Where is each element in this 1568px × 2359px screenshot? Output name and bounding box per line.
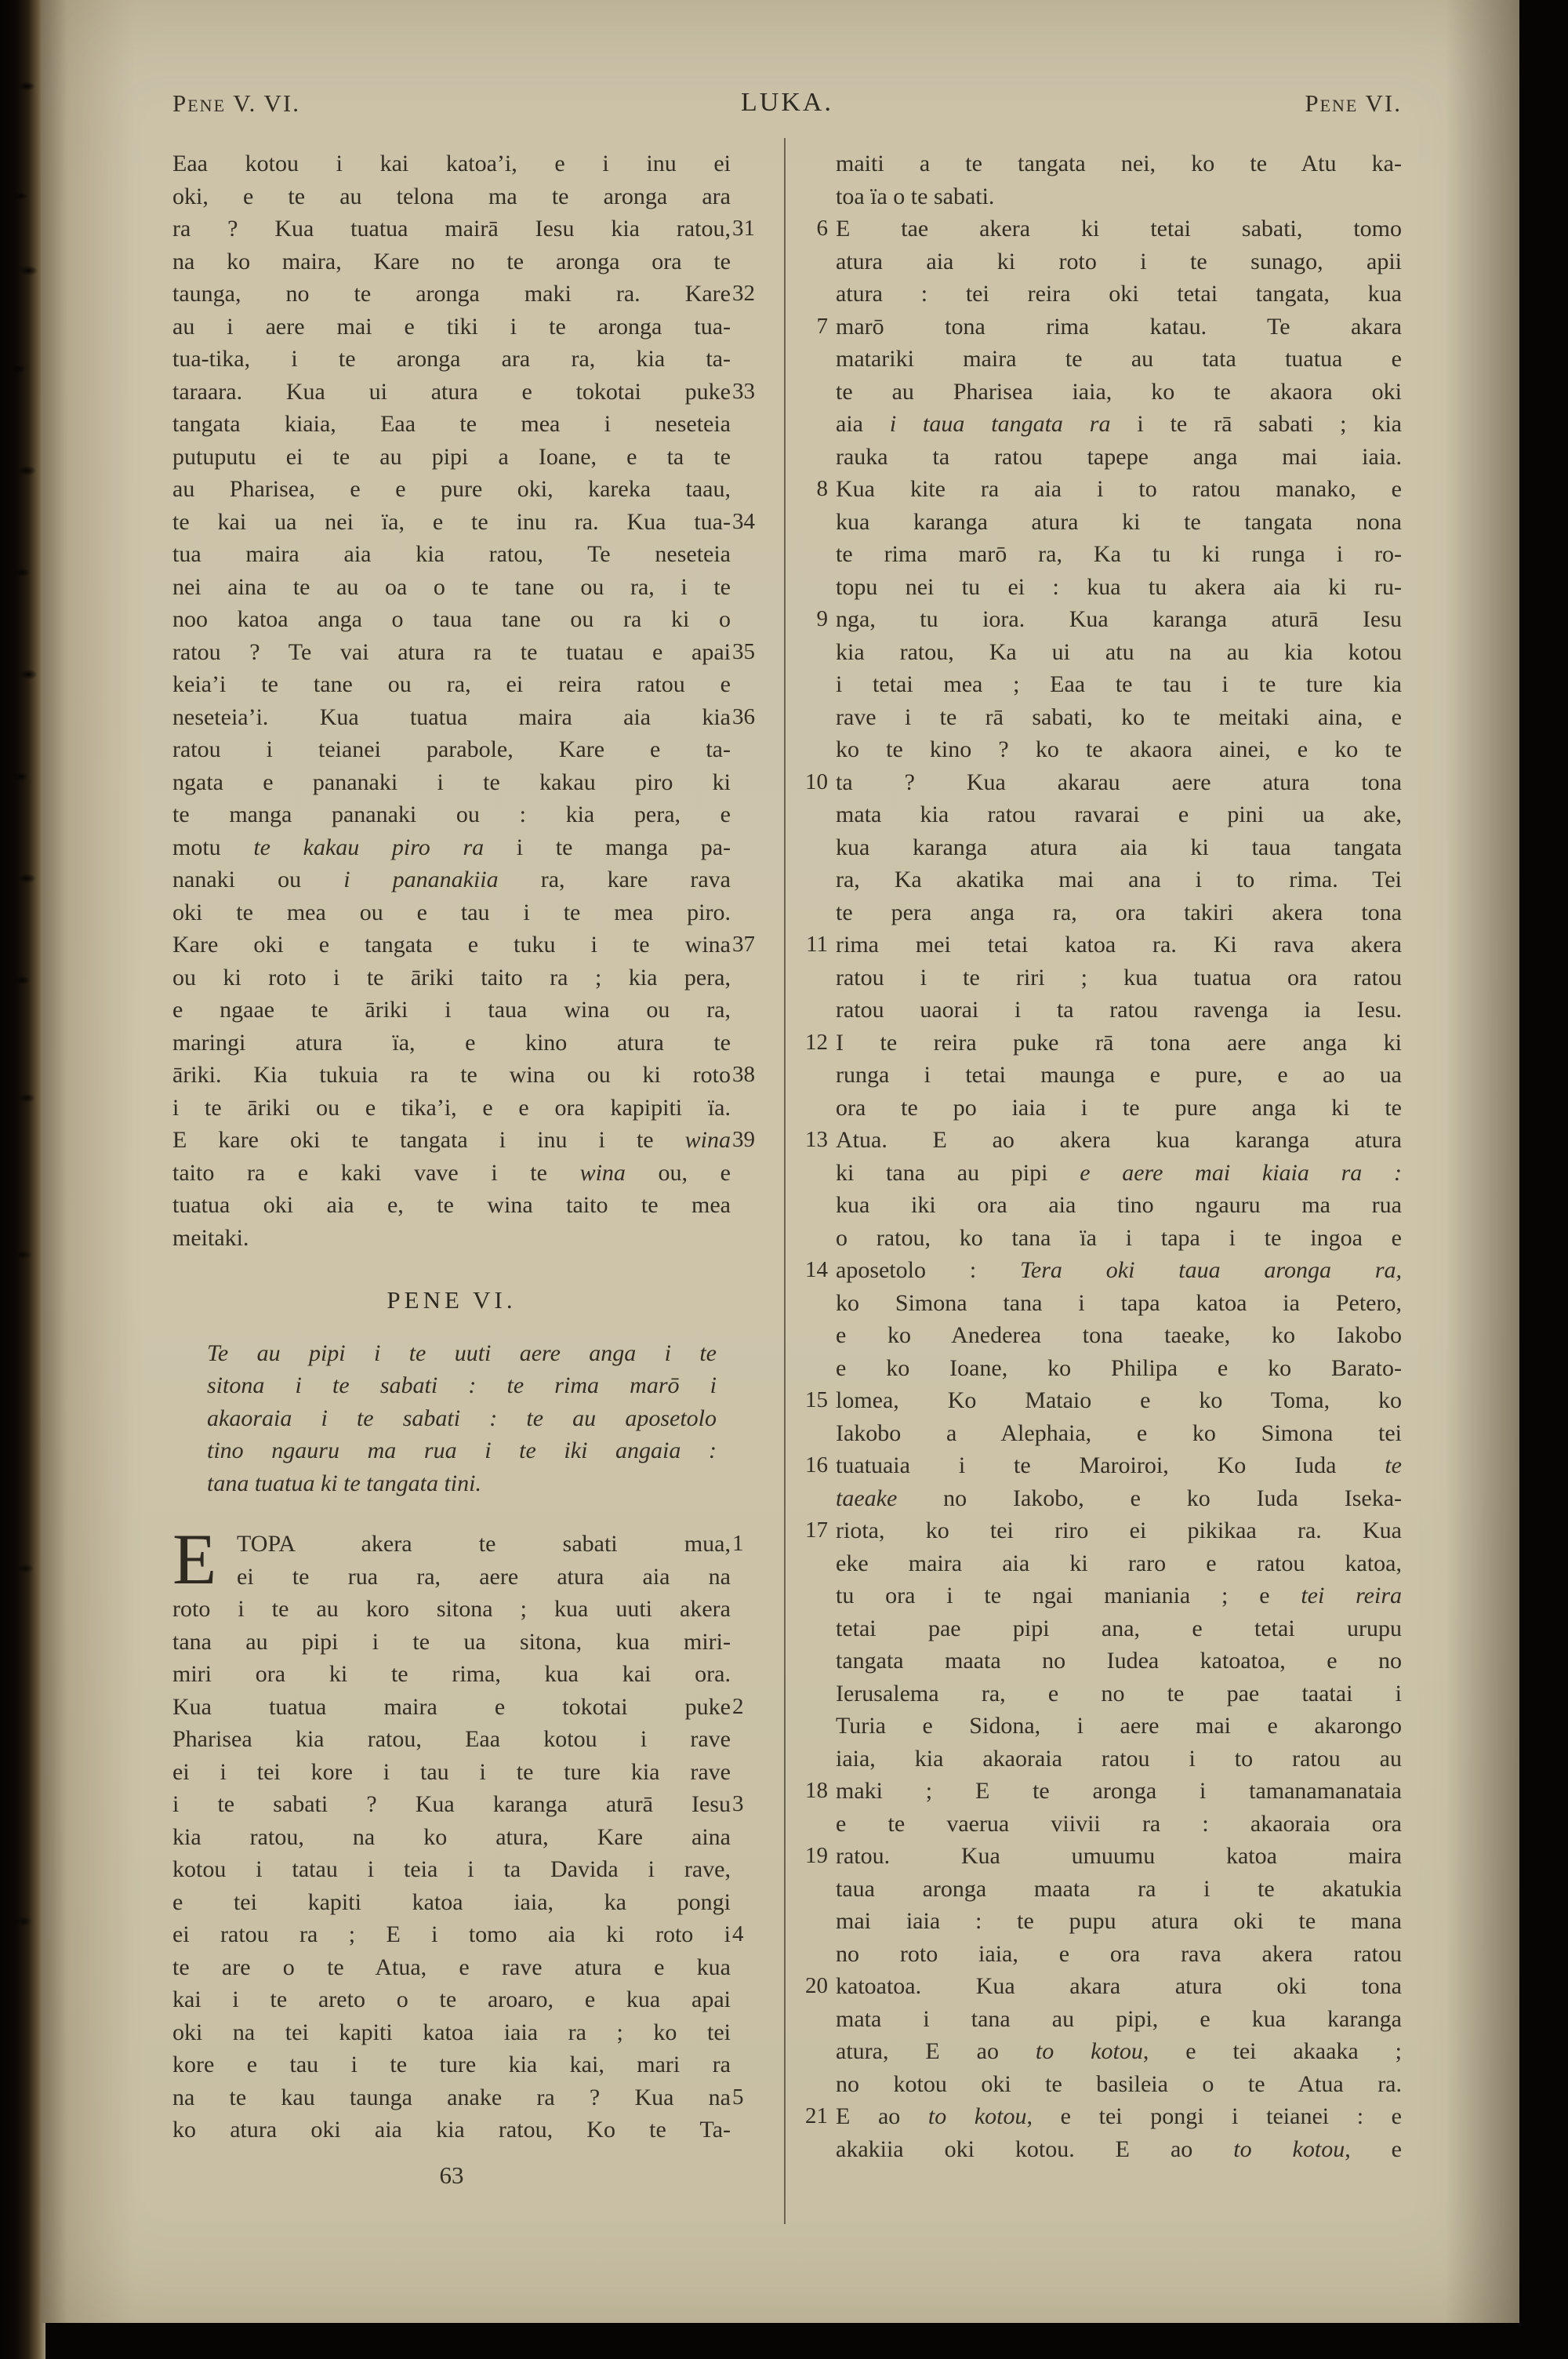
line-text: tino ngauru ma rua i te iki angaia : [207, 1438, 717, 1463]
text-line [805, 1124, 1402, 1157]
left-column-verses [172, 147, 755, 1254]
text-line [172, 1434, 731, 1467]
verse-number: 19 [805, 1843, 828, 1868]
line-text: katoatoa. Kua akara atura oki tona [836, 1973, 1402, 1999]
text-line [172, 343, 731, 376]
text-line [836, 733, 1402, 766]
line-text: runga i tetai maunga e pure, e ao ua [836, 1062, 1402, 1088]
line-text: tetai pae pipi ana, e tetai urupu [836, 1615, 1402, 1641]
text-line [172, 929, 755, 961]
line-text: E kare oki te tangata i inu i te wina [172, 1127, 731, 1153]
line-text: te pera anga ra, ora takiri akera tona [836, 899, 1402, 925]
text-line [172, 1561, 731, 1594]
text-line [836, 668, 1402, 701]
line-text: Kare oki e tangata e tuku i te wina [172, 932, 731, 958]
line-text: taunga, no te aronga maki ra. Kare [172, 281, 731, 307]
verse-number: 2 [732, 1693, 744, 1719]
column-rule [784, 138, 786, 2224]
text-line [836, 278, 1402, 311]
line-text: tangata maata no Iudea katoatoa, e no [836, 1648, 1402, 1674]
line-text: roto i te au koro sitona ; kua uuti akera [172, 1596, 731, 1622]
running-head-title: LUKA. [741, 88, 833, 117]
line-text: matariki maira te au tata tuatua e [836, 346, 1402, 372]
verse-number: 4 [732, 1921, 744, 1946]
running-head-right: Pene VI. [1305, 89, 1402, 117]
chapter-body [172, 1519, 744, 2146]
text-line [172, 961, 731, 994]
text-line [836, 147, 1402, 180]
line-text: rima mei tetai katoa ra. Ki rava akera [836, 932, 1402, 958]
line-text: Te au pipi i te uuti aere anga i te [207, 1339, 717, 1366]
line-text: toa ïa o te sabati. [836, 183, 995, 209]
text-line [836, 2003, 1402, 2036]
line-text: ou ki roto i te āriki taito ra ; kia pera, [172, 964, 731, 990]
text-line [836, 1677, 1402, 1710]
line-text: nanaki ou i pananakiia ra, kare rava [172, 867, 731, 892]
line-text: ratou uaorai i ta ratou ravenga ia Iesu. [836, 997, 1402, 1023]
line-text: ratou ? Te vai atura ra te tuatau e apai [172, 638, 731, 665]
line-text: kua karanga atura aia ki taua tangata [836, 834, 1402, 860]
line-text: mata kia ratou ravarai e pini ua ake, [836, 801, 1402, 827]
line-text: aposetolo : Tera oki taua aronga ra, [836, 1257, 1402, 1283]
text-line [172, 441, 731, 474]
line-text: Kua kite ra aia i to ratou manako, e [836, 476, 1402, 502]
text-line [836, 1612, 1402, 1645]
line-text: taua aronga maata ra i te akatukia [836, 1875, 1402, 1902]
line-text: atura aia ki roto i te sunago, apii [836, 248, 1402, 274]
line-text: taraara. Kua ui atura e tokotai puke [172, 378, 731, 405]
verse-number: 9 [816, 606, 828, 631]
line-text: te manga pananaki ou : kia pera, e [172, 801, 731, 827]
line-text: kotou i tatau i teia i ta Davida i rave, [172, 1856, 731, 1882]
text-line [836, 343, 1402, 376]
text-line [836, 1905, 1402, 1938]
text-line [836, 863, 1402, 896]
verse-number: 8 [816, 476, 828, 501]
line-text: Eaa kotou i kai katoa’i, e i inu ei [172, 151, 731, 176]
line-text: ki tana au pipi e aere mai kiaia ra : [836, 1159, 1402, 1186]
line-text: lomea, Ko Mataio e ko Toma, ko [836, 1387, 1402, 1413]
text-line [172, 1756, 731, 1789]
text-line [172, 1528, 744, 1561]
text-line [836, 506, 1402, 539]
text-line [172, 1092, 731, 1125]
line-text: rave i te rā sabati, ko te meitaki aina, e [836, 703, 1402, 730]
line-text: ei ratou ra ; E i tomo aia ki roto i [172, 1921, 731, 1947]
line-text: e tei kapiti katoa iaia, ka pongi [172, 1888, 731, 1915]
line-text: kua iki ora aia tino ngauru ma rua [836, 1192, 1402, 1218]
line-text: neseteia’i. Kua tuatua maira aia kia [172, 703, 731, 730]
text-line [836, 1157, 1402, 1190]
line-text: i te sabati ? Kua karanga aturā Iesu [172, 1791, 731, 1817]
line-text: Iakobo a Alephaia, e ko Simona tei [836, 1419, 1402, 1446]
line-text: E ao to kotou, e tei pongi i teianei : e [836, 2103, 1403, 2129]
text-line [172, 1821, 731, 1854]
line-text: TOPA akera te sabati mua, [237, 1531, 731, 1557]
line-text: taito ra e kaki vave i te wina ou, e [172, 1159, 731, 1186]
text-line [172, 1983, 731, 2016]
text-line [172, 1124, 755, 1157]
line-text: na te kau taunga anake ra ? Kua na [172, 2084, 731, 2110]
text-line [805, 1254, 1402, 1287]
line-text: taeake no Iakobo, e ko Iuda Iseka- [836, 1485, 1402, 1511]
text-line [172, 473, 731, 506]
text-line [805, 1775, 1402, 1808]
line-text: na ko maira, Kare no te aronga ora te [172, 248, 731, 274]
line-text: kai i te areto o te aroaro, e kua apai [172, 1986, 731, 2012]
text-line [172, 798, 731, 831]
verse-number: 6 [816, 216, 828, 241]
text-line [172, 2114, 731, 2146]
verse-number: 20 [805, 1973, 828, 1998]
line-text: tua maira aia kia ratou, Te neseteia [172, 541, 731, 567]
line-text: ra, Ka akatika mai ana i to rima. Tei [836, 867, 1402, 892]
verse-number: 38 [732, 1062, 755, 1087]
text-line [836, 180, 1402, 213]
text-line [172, 245, 731, 278]
text-line [172, 863, 731, 896]
line-text: eke maira aia ki raro e ratou katoa, [836, 1550, 1402, 1576]
line-text: ratou i te riri ; kua tuatua ora ratou [836, 964, 1402, 990]
binding-edge [0, 0, 45, 2359]
line-text: kia ratou, na ko atura, Kare aina [172, 1823, 731, 1850]
text-line [836, 1482, 1402, 1515]
line-text: Pharisea kia ratou, Eaa kotou i rave [172, 1726, 731, 1752]
line-text: keia’i te tane ou ra, ei reira ratou e [172, 671, 731, 697]
drop-cap: E [172, 1519, 217, 1599]
text-line [172, 1788, 744, 1821]
line-text: o ratou, ko tana ïa i tapa i te ingoa e [836, 1224, 1402, 1251]
text-line [836, 1352, 1402, 1385]
line-text: āriki. Kia tukuia ra te wina ou ki roto [172, 1062, 731, 1088]
text-line [172, 994, 731, 1027]
text-line [805, 1449, 1402, 1482]
text-line [172, 1402, 731, 1435]
verse-number: 34 [732, 508, 755, 534]
text-line [172, 571, 731, 604]
line-text: E tae akera ki tetai sabati, tomo [836, 216, 1402, 242]
line-text: maringi atura ïa, e kino atura te [172, 1029, 731, 1056]
line-text: iaia, kia akaoraia ratou i to ratou au [836, 1745, 1402, 1772]
text-line [836, 538, 1402, 571]
text-line [805, 1384, 1402, 1417]
text-line [836, 2068, 1402, 2101]
line-text: ora te po iaia i te pure anga ki te [836, 1094, 1402, 1121]
line-text: kua karanga atura ki te tangata nona [836, 508, 1402, 535]
text-line [816, 603, 1402, 636]
line-text: tana au pipi i te ua sitona, kua miri- [172, 1628, 731, 1655]
page-paper [41, 0, 1519, 2323]
line-text: ko atura oki aia kia ratou, Ko te Ta- [172, 2117, 731, 2143]
text-line [172, 147, 731, 180]
text-line [836, 2035, 1402, 2068]
text-line [172, 733, 731, 766]
line-text: oki, e te au telona ma te aronga ara [172, 183, 731, 209]
text-line [172, 1658, 731, 1691]
text-line [172, 1853, 731, 1886]
chapter-summary [172, 1337, 731, 1500]
verse-number: 7 [816, 313, 828, 339]
line-text: oki na tei kapiti katoa iaia ra ; ko tei [172, 2019, 731, 2045]
line-text: nei aina te au oa o te tane ou ra, i te [172, 573, 731, 600]
text-line [172, 1222, 731, 1255]
text-line [836, 896, 1402, 929]
text-line [836, 245, 1402, 278]
text-line [836, 1743, 1402, 1776]
text-line [836, 1222, 1402, 1255]
text-line [172, 1886, 731, 1919]
text-line [172, 766, 731, 799]
verse-number: 36 [732, 703, 755, 729]
line-text: mai iaia : te pupu atura oki te mana [836, 1908, 1402, 1934]
verse-number: 15 [805, 1387, 828, 1412]
text-line [816, 473, 1402, 506]
text-line [805, 1970, 1402, 2003]
line-text: tuatuaia i te Maroiroi, Ko Iuda te [836, 1452, 1402, 1478]
line-text: motu te kakau piro ra i te manga pa- [172, 834, 731, 860]
running-head-left: Pene V. VI. [172, 89, 300, 117]
line-text: tuatua oki aia e, te wina taito te mea [172, 1192, 731, 1218]
line-text: ngata e pananaki i te kakau piro ki [172, 769, 731, 795]
text-line [172, 668, 731, 701]
verse-number: 13 [805, 1127, 828, 1152]
line-text: marō tona rima katau. Te akara [836, 313, 1402, 340]
line-text: akaoraia i te sabati : te au aposetolo [207, 1405, 717, 1431]
text-line [172, 1593, 731, 1626]
line-text: ei te rua ra, aere atura aia na [237, 1563, 731, 1590]
text-line [836, 1710, 1402, 1743]
text-line [836, 376, 1402, 409]
text-line [806, 929, 1402, 961]
line-text: atura : tei reira oki tetai tangata, kua [836, 281, 1402, 307]
line-text: rauka ta ratou tapepe anga mai iaia. [836, 443, 1402, 470]
line-text: Atua. E ao akera kua karanga atura [836, 1127, 1402, 1153]
chapter-heading: PENE VI. [387, 1286, 517, 1314]
verse-number: 35 [732, 638, 755, 664]
text-line [836, 994, 1402, 1027]
line-text: putuputu ei te au pipi a Ioane, e ta te [172, 443, 731, 470]
line-text: mata i tana au pipi, e kua karanga [836, 2005, 1402, 2032]
line-text: ta ? Kua akarau aere atura tona [836, 769, 1402, 795]
text-line [172, 408, 731, 441]
running-header [172, 88, 1402, 124]
text-line [172, 1691, 744, 1724]
line-text: kia ratou, Ka ui atu na au kia kotou [836, 638, 1402, 665]
line-text: I te reira puke rā tona aere anga ki [836, 1029, 1402, 1056]
line-text: meitaki. [172, 1224, 249, 1251]
line-text: nga, tu iora. Kua karanga aturā Iesu [836, 606, 1402, 632]
text-line [805, 1840, 1402, 1873]
text-line [836, 2133, 1402, 2166]
text-line [836, 1645, 1402, 1677]
text-line [836, 1938, 1402, 1971]
text-line [172, 1189, 731, 1222]
text-line [172, 2048, 731, 2081]
line-text: kore e tau i te ture kia kai, mari ra [172, 2052, 731, 2077]
line-text: ratou. Kua umuumu katoa maira [836, 1843, 1402, 1869]
text-line [836, 571, 1402, 604]
line-text: e ko Ioane, ko Philipa e ko Barato- [836, 1354, 1402, 1381]
line-text: maki ; E te aronga i tamanamanataia [836, 1778, 1402, 1804]
line-text: akakiia oki kotou. E ao to kotou, e [836, 2135, 1402, 2162]
line-text: no roto iaia, e ora rava akera ratou [836, 1940, 1402, 1967]
text-line [172, 376, 755, 409]
text-line [172, 2016, 731, 2049]
text-line [172, 2081, 744, 2114]
text-line [172, 831, 731, 864]
text-line [836, 1547, 1402, 1580]
text-line [836, 831, 1402, 864]
text-line [172, 1467, 731, 1500]
text-line [172, 1918, 744, 1951]
line-text: Turia e Sidona, i aere mai e akarongo [836, 1713, 1402, 1739]
line-text: Ierusalema ra, e no te pae taatai i [836, 1680, 1402, 1707]
verse-number: 17 [805, 1518, 828, 1543]
verse-number: 37 [732, 932, 755, 957]
line-text: e ko Anederea tona taeake, ko Iakobo [836, 1322, 1402, 1348]
text-line [172, 636, 755, 669]
text-line [836, 701, 1402, 734]
line-text: Kua tuatua maira e tokotai puke [172, 1693, 731, 1720]
text-line [172, 278, 755, 311]
line-text: oki te mea ou e tau i te mea piro. [172, 899, 731, 925]
verse-number: 18 [805, 1778, 828, 1803]
line-text: te kai ua nei ïa, e te inu ra. Kua tua- [172, 508, 731, 535]
text-line [172, 1951, 731, 1984]
text-line [836, 1287, 1402, 1320]
line-text: topu nei tu ei : kua tu akera aia ki ru- [836, 573, 1402, 600]
line-text: miri ora ki te rima, kua kai ora. [172, 1661, 731, 1687]
line-text: ko te kino ? ko te akaora ainei, e ko te [836, 736, 1402, 762]
text-line [836, 408, 1402, 441]
text-line [836, 1579, 1402, 1612]
verse-number: 10 [805, 769, 828, 794]
line-text: sitona i te sabati : te rima marō i [207, 1372, 717, 1398]
line-text: au i aere mai e tiki i te aronga tua- [172, 313, 731, 340]
verse-number: 31 [732, 216, 755, 241]
verse-number: 5 [732, 2084, 744, 2110]
line-text: tu ora i te ngai maniania ; e tei reira [836, 1583, 1402, 1608]
right-column [805, 147, 1403, 2165]
text-line [816, 213, 1402, 245]
line-text: te are o te Atua, e rave atura e kua [172, 1954, 731, 1980]
line-text: ratou i teianei parabole, Kare e ta- [172, 736, 731, 762]
left-column [172, 147, 755, 2146]
text-line [172, 538, 731, 571]
text-line [172, 311, 731, 343]
line-text: au Pharisea, e e pure oki, kareka taau, [172, 476, 731, 502]
text-line [172, 1369, 731, 1402]
text-line [836, 1873, 1402, 1906]
text-line [836, 1189, 1402, 1222]
verse-number: 14 [805, 1257, 828, 1282]
line-text: i tetai mea ; Eaa te tau i te ture kia [836, 671, 1402, 697]
verse-number: 21 [805, 2103, 828, 2128]
line-text: e te vaerua viivii ra : akaoraia ora [836, 1810, 1402, 1837]
text-line [172, 1723, 731, 1756]
line-text: te rima marō ra, Ka tu ki runga i ro- [836, 541, 1402, 567]
text-line [172, 213, 755, 245]
text-line [172, 701, 755, 734]
verse-number: 16 [805, 1452, 828, 1478]
verse-number: 32 [732, 281, 755, 306]
text-line [836, 1417, 1402, 1450]
line-text: ra ? Kua tuatua mairā Iesu kia ratou, [172, 216, 731, 242]
text-line [805, 766, 1402, 799]
text-line [172, 896, 731, 929]
text-line [172, 506, 755, 539]
verse-number: 3 [732, 1791, 744, 1816]
line-text: te au Pharisea iaia, ko te akaora oki [836, 378, 1402, 405]
line-text: tua-tika, i te aronga ara ra, kia ta- [172, 346, 731, 372]
text-line [836, 1808, 1402, 1841]
text-line [836, 441, 1402, 474]
text-line [836, 1319, 1402, 1352]
page-number: 63 [439, 2161, 464, 2189]
line-text: riota, ko tei riro ei pikikaa ra. Kua [836, 1518, 1402, 1543]
line-text: maiti a te tangata nei, ko te Atu ka- [836, 151, 1402, 176]
text-line [836, 798, 1402, 831]
line-text: ei i tei kore i tau i te ture kia rave [172, 1758, 731, 1785]
text-line [816, 311, 1402, 343]
text-line [836, 636, 1402, 669]
line-text: e ngaae te āriki i taua wina ou ra, [172, 997, 731, 1023]
text-line [805, 1514, 1402, 1547]
verse-number: 1 [732, 1531, 744, 1556]
line-text: aia i taua tangata ra i te rā sabati ; kia [836, 411, 1402, 437]
line-text: tana tuatua ki te tangata tini. [207, 1470, 481, 1496]
text-line [172, 1337, 731, 1370]
text-line [172, 180, 731, 213]
line-text: atura, E ao to kotou, e tei akaaka ; [836, 2038, 1402, 2064]
line-text: tangata kiaia, Eaa te mea i neseteia [172, 411, 731, 437]
line-text: no kotou oki te basileia o te Atua ra. [836, 2070, 1402, 2097]
text-line [805, 2100, 1403, 2133]
text-line [172, 1157, 731, 1190]
line-text: noo katoa anga o taua tane ou ra ki o [172, 606, 731, 632]
text-line [836, 961, 1402, 994]
text-line [805, 1027, 1402, 1060]
line-text: i te āriki ou e tika’i, e e ora kapipiti ïa. [172, 1094, 731, 1121]
verse-number: 11 [806, 932, 828, 957]
verse-number: 33 [732, 378, 755, 404]
text-line [172, 1626, 731, 1659]
text-line [836, 1092, 1402, 1125]
line-text: ko Simona tana i tapa katoa ia Petero, [836, 1289, 1402, 1316]
text-line [172, 1059, 755, 1092]
verse-number: 12 [805, 1029, 828, 1055]
text-line [172, 1027, 731, 1060]
verse-number: 39 [732, 1127, 755, 1152]
text-line [836, 1059, 1402, 1092]
text-line [172, 603, 731, 636]
